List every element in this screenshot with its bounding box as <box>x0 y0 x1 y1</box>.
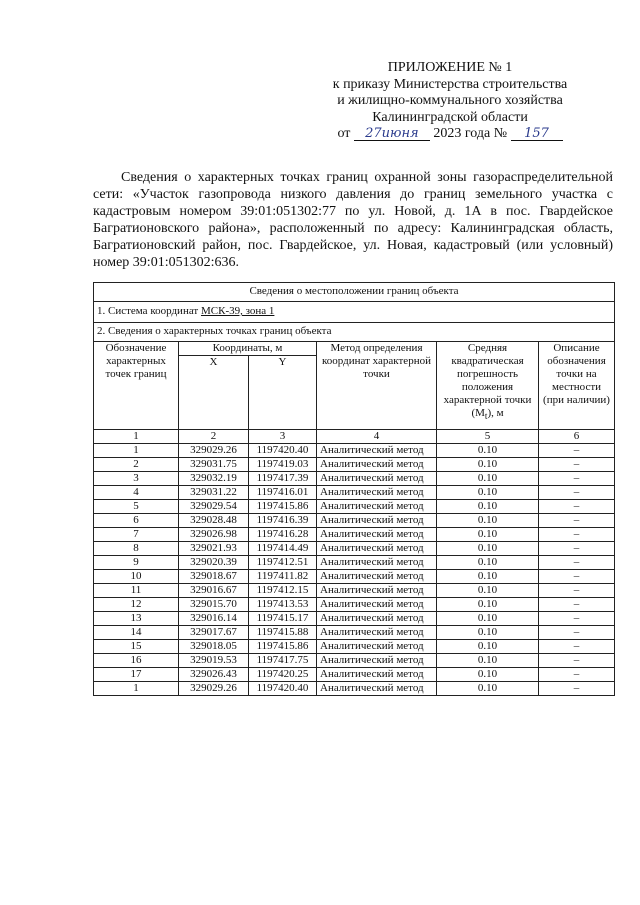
table-row <box>94 682 615 696</box>
table-row <box>94 514 615 528</box>
cell-method: Аналитический метод <box>317 458 437 472</box>
cell-y: 1197412.51 <box>249 556 317 570</box>
header-error-sub: t <box>484 411 488 422</box>
table-row <box>94 500 615 514</box>
table-body <box>94 444 615 696</box>
cell-method: Аналитический метод <box>317 528 437 542</box>
cell-desc: – <box>539 584 615 598</box>
order-line-2: и жилищно-коммунального хозяйства <box>337 93 563 108</box>
header-method: Метод определения координат характерной точки <box>317 342 437 430</box>
cell-err: 0.10 <box>437 640 539 654</box>
cell-method: Аналитический метод <box>317 640 437 654</box>
cell-desc: – <box>539 500 615 514</box>
coordinate-system-label: 1. Система координат <box>97 305 199 317</box>
cell-y: 1197416.01 <box>249 486 317 500</box>
cell-y: 1197417.75 <box>249 654 317 668</box>
header-x: X <box>179 356 249 430</box>
cell-x: 329016.67 <box>179 584 249 598</box>
cell-method: Аналитический метод <box>317 500 437 514</box>
cell-x: 329019.53 <box>179 654 249 668</box>
cell-n: 2 <box>94 458 179 472</box>
table-row <box>94 528 615 542</box>
cell-method: Аналитический метод <box>317 612 437 626</box>
table-row <box>94 626 615 640</box>
cell-y: 1197415.17 <box>249 612 317 626</box>
cell-desc: – <box>539 528 615 542</box>
cell-desc: – <box>539 570 615 584</box>
cell-y: 1197417.39 <box>249 472 317 486</box>
table-row <box>94 668 615 682</box>
cell-x: 329021.93 <box>179 542 249 556</box>
table-row <box>94 654 615 668</box>
cell-err: 0.10 <box>437 528 539 542</box>
cell-x: 329031.22 <box>179 486 249 500</box>
coordinate-system-name: МСК-39, зона 1 <box>200 305 275 317</box>
appendix-header <box>300 60 600 143</box>
cell-desc: – <box>539 514 615 528</box>
table-row <box>94 640 615 654</box>
header-description: Описание обозначения точки на местности (при наличии) <box>539 342 615 430</box>
table-row <box>94 458 615 472</box>
cell-n: 16 <box>94 654 179 668</box>
cell-method: Аналитический метод <box>317 570 437 584</box>
table-row <box>94 584 615 598</box>
header-coordinates: Координаты, м <box>179 342 317 356</box>
cell-desc: – <box>539 472 615 486</box>
cell-desc: – <box>539 458 615 472</box>
cell-x: 329029.26 <box>179 444 249 458</box>
header-error-text: Средняя квадратическая погрешность положения характерной точки (M <box>443 342 532 419</box>
cell-y: 1197413.53 <box>249 598 317 612</box>
cell-x: 329015.70 <box>179 598 249 612</box>
cell-x: 329026.98 <box>179 528 249 542</box>
cell-x: 329018.67 <box>179 570 249 584</box>
cell-desc: – <box>539 556 615 570</box>
cell-err: 0.10 <box>437 612 539 626</box>
cell-n: 9 <box>94 556 179 570</box>
table-row <box>94 598 615 612</box>
order-date-line <box>300 126 600 143</box>
cell-err: 0.10 <box>437 444 539 458</box>
header-point: Обозначение характерных точек границ <box>94 342 179 430</box>
cell-y: 1197415.86 <box>249 500 317 514</box>
cell-x: 329029.54 <box>179 500 249 514</box>
cell-method: Аналитический метод <box>317 486 437 500</box>
header-error-tail: ), м <box>487 407 504 419</box>
cell-desc: – <box>539 598 615 612</box>
cell-n: 15 <box>94 640 179 654</box>
column-number-2: 2 <box>179 430 249 444</box>
cell-method: Аналитический метод <box>317 654 437 668</box>
cell-y: 1197416.39 <box>249 514 317 528</box>
cell-n: 6 <box>94 514 179 528</box>
cell-err: 0.10 <box>437 584 539 598</box>
cell-desc: – <box>539 542 615 556</box>
cell-y: 1197419.03 <box>249 458 317 472</box>
cell-n: 8 <box>94 542 179 556</box>
cell-desc: – <box>539 654 615 668</box>
cell-n: 1 <box>94 444 179 458</box>
coordinate-system-row <box>94 302 615 323</box>
table-row <box>94 444 615 458</box>
column-number-4: 4 <box>317 430 437 444</box>
cell-desc: – <box>539 668 615 682</box>
column-number-1: 1 <box>94 430 179 444</box>
cell-n: 7 <box>94 528 179 542</box>
table-row <box>94 486 615 500</box>
cell-y: 1197411.82 <box>249 570 317 584</box>
cell-desc: – <box>539 612 615 626</box>
order-line-3: Калининградской области <box>372 109 528 125</box>
cell-method: Аналитический метод <box>317 668 437 682</box>
cell-method: Аналитический метод <box>317 514 437 528</box>
cell-x: 329029.26 <box>179 682 249 696</box>
cell-y: 1197420.40 <box>249 682 317 696</box>
cell-y: 1197420.25 <box>249 668 317 682</box>
cell-desc: – <box>539 640 615 654</box>
column-number-3: 3 <box>249 430 317 444</box>
intro-text: Сведения о характерных точках границ охранной зоны газораспределительной сети: «Участок газопровода низкого давления до границ земельного участка с кадастровым номером 39:01:051302:77 по ул. Новой, д. 1А в пос. Гвардейское Багратионовского района», расположенный по адресу: Калининградская область, Багратионовский район, пос. Гвардейское, ул. Новая, кадастровый (или условный) номер 39:01:051302:636. <box>93 170 613 270</box>
cell-n: 12 <box>94 598 179 612</box>
cell-err: 0.10 <box>437 500 539 514</box>
intro-paragraph <box>93 169 613 271</box>
cell-method: Аналитический метод <box>317 598 437 612</box>
appendix-title: ПРИЛОЖЕНИЕ № 1 <box>387 60 513 75</box>
cell-y: 1197416.28 <box>249 528 317 542</box>
handwritten-order-number: 157 <box>511 127 563 141</box>
table-row <box>94 542 615 556</box>
cell-err: 0.10 <box>437 668 539 682</box>
date-prefix: от <box>337 126 351 141</box>
cell-err: 0.10 <box>437 654 539 668</box>
order-line-1: к приказу Министерства строительства <box>332 76 568 92</box>
table-row <box>94 556 615 570</box>
cell-x: 329017.67 <box>179 626 249 640</box>
cell-err: 0.10 <box>437 486 539 500</box>
cell-n: 17 <box>94 668 179 682</box>
cell-desc: – <box>539 682 615 696</box>
cell-n: 11 <box>94 584 179 598</box>
cell-x: 329028.48 <box>179 514 249 528</box>
cell-x: 329018.05 <box>179 640 249 654</box>
cell-method: Аналитический метод <box>317 682 437 696</box>
cell-desc: – <box>539 486 615 500</box>
column-number-5: 5 <box>437 430 539 444</box>
cell-err: 0.10 <box>437 472 539 486</box>
cell-y: 1197420.40 <box>249 444 317 458</box>
cell-x: 329026.43 <box>179 668 249 682</box>
cell-err: 0.10 <box>437 598 539 612</box>
cell-x: 329020.39 <box>179 556 249 570</box>
handwritten-date: 27июня <box>354 127 430 141</box>
cell-n: 5 <box>94 500 179 514</box>
cell-x: 329032.19 <box>179 472 249 486</box>
cell-y: 1197415.88 <box>249 626 317 640</box>
cell-desc: – <box>539 444 615 458</box>
date-year: 2023 года № <box>433 126 508 141</box>
cell-n: 13 <box>94 612 179 626</box>
cell-n: 1 <box>94 682 179 696</box>
cell-err: 0.10 <box>437 458 539 472</box>
cell-y: 1197415.86 <box>249 640 317 654</box>
boundary-points-table <box>93 282 615 696</box>
table-title: Сведения о местоположении границ объекта <box>94 283 615 302</box>
cell-method: Аналитический метод <box>317 556 437 570</box>
table-row <box>94 570 615 584</box>
cell-y: 1197414.49 <box>249 542 317 556</box>
table-row <box>94 612 615 626</box>
cell-method: Аналитический метод <box>317 472 437 486</box>
cell-err: 0.10 <box>437 556 539 570</box>
cell-method: Аналитический метод <box>317 444 437 458</box>
cell-err: 0.10 <box>437 570 539 584</box>
cell-err: 0.10 <box>437 514 539 528</box>
cell-x: 329031.75 <box>179 458 249 472</box>
section-2-title: 2. Сведения о характерных точках границ объекта <box>94 323 615 342</box>
cell-n: 4 <box>94 486 179 500</box>
cell-method: Аналитический метод <box>317 542 437 556</box>
cell-n: 3 <box>94 472 179 486</box>
cell-n: 10 <box>94 570 179 584</box>
cell-err: 0.10 <box>437 682 539 696</box>
cell-err: 0.10 <box>437 626 539 640</box>
header-y: Y <box>249 356 317 430</box>
cell-err: 0.10 <box>437 542 539 556</box>
cell-y: 1197412.15 <box>249 584 317 598</box>
cell-method: Аналитический метод <box>317 584 437 598</box>
cell-n: 14 <box>94 626 179 640</box>
cell-x: 329016.14 <box>179 612 249 626</box>
cell-desc: – <box>539 626 615 640</box>
cell-method: Аналитический метод <box>317 626 437 640</box>
column-number-6: 6 <box>539 430 615 444</box>
table-row <box>94 472 615 486</box>
header-error <box>437 342 539 430</box>
